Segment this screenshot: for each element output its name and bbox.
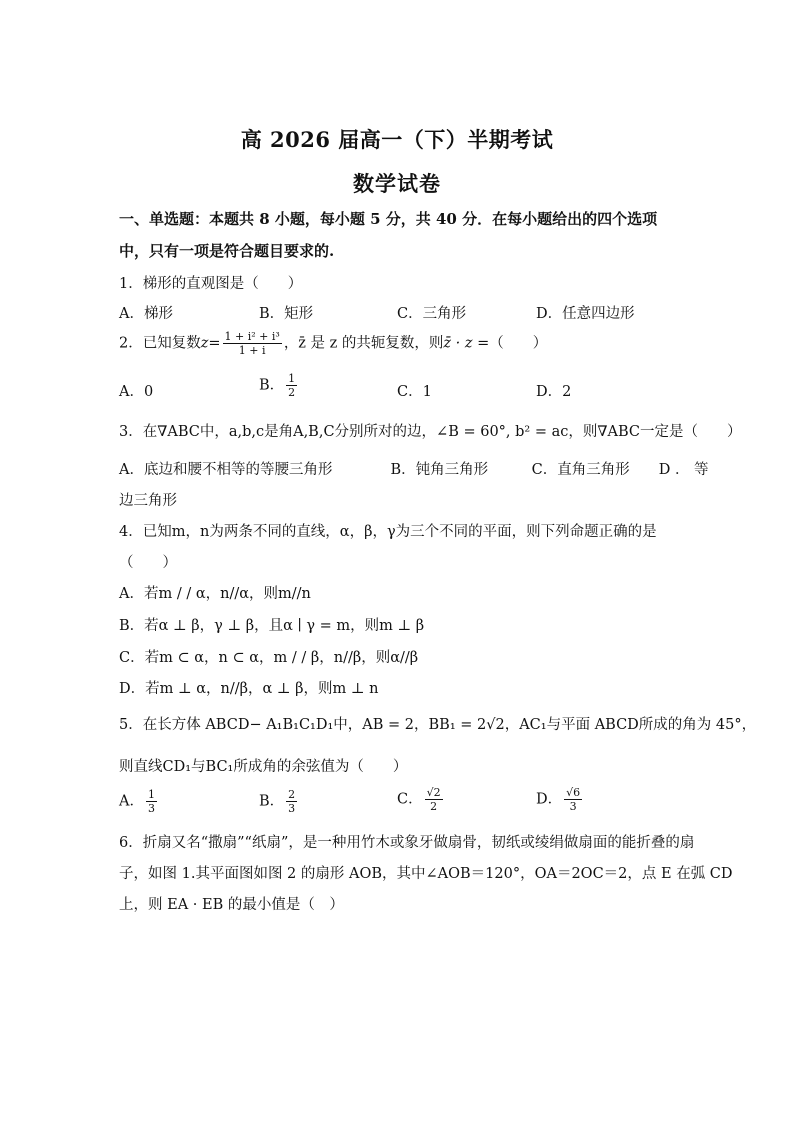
q5-option-b <box>259 788 299 815</box>
exam-subtitle: 数学试卷 <box>353 171 441 196</box>
q6-line1: 6．折扇又名“撒扇”“纸扇”，是一种用竹木或象牙做扇骨，韧纸或绫绢做扇面的能折叠的扇 <box>119 835 695 851</box>
q2-option-c: C．1 <box>397 384 432 400</box>
q5-option-a-numerator: 1 <box>147 788 155 801</box>
q6-line3: 上，则 EA · EB 的最小值是（ ） <box>119 897 344 913</box>
q5-option-d-denominator: 3 <box>569 800 577 813</box>
section-heading-line1: 一、单选题：本题共 8 小题，每小题 5 分，共 40 分．在每小题给出的四个选项 <box>119 210 658 228</box>
q5-stem-line1: 5．在长方体 ABCD− A₁B₁C₁D₁中，AB = 2，BB₁ = 2√2，AC₁与平面 ABCD所成的角为 45°， <box>119 717 757 733</box>
q5-option-b-label: B． <box>259 793 285 810</box>
q4-option-a: A．若m / / α，n//α，则m//n <box>119 586 311 602</box>
q2-option-b-denominator: 2 <box>288 386 296 399</box>
q2-prefix: 2．已知复数 <box>119 335 201 352</box>
q5-option-c-fraction <box>425 786 443 813</box>
q5-option-d-label: D． <box>536 791 563 808</box>
q1-option-c: C．三角形 <box>397 306 467 322</box>
q4-option-c: C．若m ⊂ α，n ⊂ α，m / / β，n//β，则α//β <box>119 650 419 666</box>
exam-title: 高 2026 届高一（下）半期考试 <box>240 127 554 152</box>
q5-option-b-denominator: 3 <box>288 802 296 815</box>
q5-option-d <box>536 786 584 813</box>
q1-option-a: A．梯形 <box>119 306 173 322</box>
q2-eq: = <box>208 335 221 352</box>
q5-option-b-numerator: 2 <box>288 788 296 801</box>
q2-frac-numerator: 1 + i² + i³ <box>224 330 280 343</box>
q4-option-b: B．若α ⊥ β，γ ⊥ β，且α ∣ γ = m，则m ⊥ β <box>119 618 425 634</box>
q5-option-d-fraction <box>564 786 582 813</box>
q2-frac-denominator: 1 + i <box>238 344 266 357</box>
q2-expression: z̄ · z = <box>443 335 490 352</box>
q5-option-a-label: A． <box>119 793 144 810</box>
q4-stem-line1: 4．已知m，n为两条不同的直线，α，β，γ为三个不同的平面，则下列命题正确的是 <box>119 524 657 540</box>
q2-middle: ，z̄ 是 z 的共轭复数，则 <box>283 335 444 352</box>
q2-fraction <box>223 330 282 357</box>
q2-option-d: D．2 <box>536 384 572 400</box>
q5-option-c-label: C． <box>397 791 423 808</box>
q4-option-d: D．若m ⊥ α，n//β，α ⊥ β，则m ⊥ n <box>119 681 379 697</box>
q5-option-a-denominator: 3 <box>147 802 155 815</box>
q6-line2: 子，如图 1.其平面图如图 2 的扇形 AOB，其中∠AOB＝120°，OA＝2OC＝2，点 E 在弧 CD <box>119 866 733 882</box>
q3-stem: 3．在∇ABC中，a,b,c是角A,B,C分别所对的边，∠B = 60°, b² = ac，则∇ABC一定是（ ） <box>119 424 742 440</box>
q2-z: z <box>200 335 209 352</box>
q2-option-b-label: B． <box>259 377 285 394</box>
q5-option-d-numerator: √6 <box>566 786 581 799</box>
q2-option-b <box>259 372 299 399</box>
q5-option-b-fraction <box>286 788 297 815</box>
q1-option-d: D．任意四边形 <box>536 306 635 322</box>
q2-option-b-fraction <box>286 372 297 399</box>
q5-option-c <box>397 786 445 813</box>
q5-option-c-numerator: √2 <box>426 786 441 799</box>
q5-option-a-fraction <box>146 788 157 815</box>
q4-stem-line2: （ ） <box>119 555 177 571</box>
q2-option-a: A．0 <box>119 384 154 400</box>
section-heading-line2: 中，只有一项是符合题目要求的. <box>119 242 335 260</box>
q1-stem: 1．梯形的直观图是（ ） <box>119 276 303 292</box>
q2-option-b-numerator: 1 <box>288 372 296 385</box>
q1-option-b: B．矩形 <box>259 306 314 322</box>
q3-options-line1: A．底边和腰不相等的等腰三角形 B．钝角三角形 C．直角三角形 D ． 等 <box>119 462 709 478</box>
q2-stem <box>119 330 547 357</box>
q5-stem-line2: 则直线CD₁与BC₁所成角的余弦值为（ ） <box>119 759 408 775</box>
q5-option-a <box>119 788 159 815</box>
q3-options-line2: 边三角形 <box>119 493 177 509</box>
q2-suffix: （ ） <box>489 335 548 352</box>
q5-option-c-denominator: 2 <box>430 800 438 813</box>
